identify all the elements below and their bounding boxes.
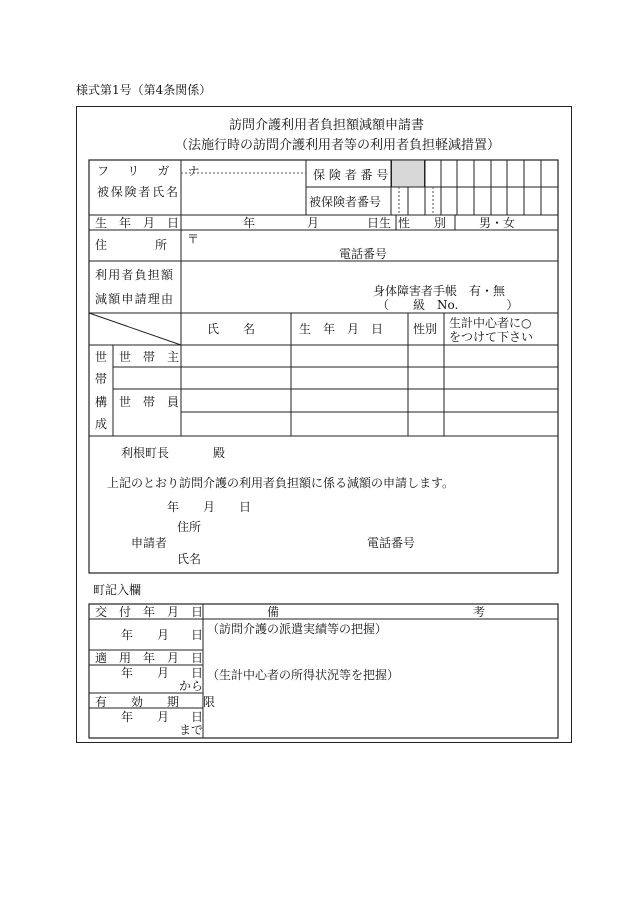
col-main-earner-2: をつけて下さい xyxy=(449,330,534,344)
applicant-address-label: 住所 xyxy=(177,520,202,534)
apply-month: 月 xyxy=(157,666,170,680)
reason-label-1: 利用者負担額 xyxy=(95,268,175,282)
reason-label-2: 減額申請理由 xyxy=(95,292,175,306)
application-day: 日 xyxy=(239,500,252,514)
apply-date-label: 適 用 年 月 日 xyxy=(95,651,204,665)
application-statement: 上記のとおり訪問介護の利用者負担額に係る減額の申請します。 xyxy=(107,476,455,490)
household-side-4: 成 xyxy=(95,417,108,431)
office-heading: 町記入欄 xyxy=(93,583,142,597)
col-dob: 生 年 月 日 xyxy=(299,322,384,336)
disability-grade: （ 級 No. ） xyxy=(377,298,519,312)
applicant-name-label: 氏名 xyxy=(177,552,202,566)
insurer-number-label: 保 険 者 番 号 xyxy=(313,168,389,182)
household-side-1: 世 xyxy=(95,350,108,364)
col-name: 氏 名 xyxy=(207,322,256,336)
application-form xyxy=(76,106,572,743)
col-sex: 性別 xyxy=(413,322,438,336)
issue-year: 年 xyxy=(121,628,134,642)
dob-day: 日生 xyxy=(367,216,392,230)
note-visit-record: （訪問介護の派遣実績等の把握） xyxy=(207,622,388,636)
applicant-phone-label: 電話番号 xyxy=(367,536,416,550)
issue-date-label: 交 付 年 月 日 xyxy=(95,605,204,619)
household-head: 世 帯 主 xyxy=(119,350,180,364)
furigana-label: フ リ ガ ナ xyxy=(97,164,207,178)
household-side-2: 帯 xyxy=(95,372,108,386)
valid-until-label: 有 効 期 限 xyxy=(95,695,216,709)
insured-name-input[interactable] xyxy=(183,177,303,213)
apply-day: 日 xyxy=(191,666,204,680)
valid-until: まで xyxy=(179,723,204,737)
application-year: 年 xyxy=(167,500,180,514)
form-title: 訪問介護利用者負担額減額申請書 xyxy=(229,118,425,133)
valid-year: 年 xyxy=(121,710,134,724)
dob-year: 年 xyxy=(243,216,256,230)
insured-number-label: 被保険者番号 xyxy=(309,195,382,209)
application-month: 月 xyxy=(203,500,216,514)
household-member: 世 帯 員 xyxy=(119,395,180,409)
apply-from: から xyxy=(179,679,204,693)
col-main-earner: 生計中心者に○ xyxy=(449,316,532,330)
applicant-label: 申請者 xyxy=(131,536,168,550)
remarks-label-2: 考 xyxy=(473,605,486,619)
apply-year: 年 xyxy=(121,666,134,680)
issue-month: 月 xyxy=(157,628,170,642)
valid-day: 日 xyxy=(191,710,204,724)
phone-label: 電話番号 xyxy=(339,247,388,261)
insured-name-label: 被保険者氏名 xyxy=(97,185,180,199)
disability-book: 身体障害者手帳 有・無 xyxy=(373,284,506,298)
dob-month: 月 xyxy=(307,216,320,230)
issue-day: 日 xyxy=(191,628,204,642)
household-side-3: 構 xyxy=(95,395,108,409)
note-income: （生計中心者の所得状況等を把握） xyxy=(207,668,400,682)
dob-label: 生 年 月 日 xyxy=(95,216,180,230)
remarks-label: 備 xyxy=(267,605,280,619)
valid-month: 月 xyxy=(157,710,170,724)
form-number: 様式第1号（第4条関係） xyxy=(76,83,212,97)
honorific: 殿 xyxy=(213,446,226,460)
form-subtitle: （法施行時の訪問介護利用者等の利用者負担軽減措置） xyxy=(175,138,501,153)
addressee: 利根町長 xyxy=(121,446,170,460)
address-label: 住 所 xyxy=(95,238,168,252)
sex-label: 性 別 xyxy=(398,216,447,230)
postal-mark: 〒 xyxy=(187,232,200,246)
shaded-cell xyxy=(392,161,425,187)
sex-options[interactable]: 男・女 xyxy=(479,216,516,230)
